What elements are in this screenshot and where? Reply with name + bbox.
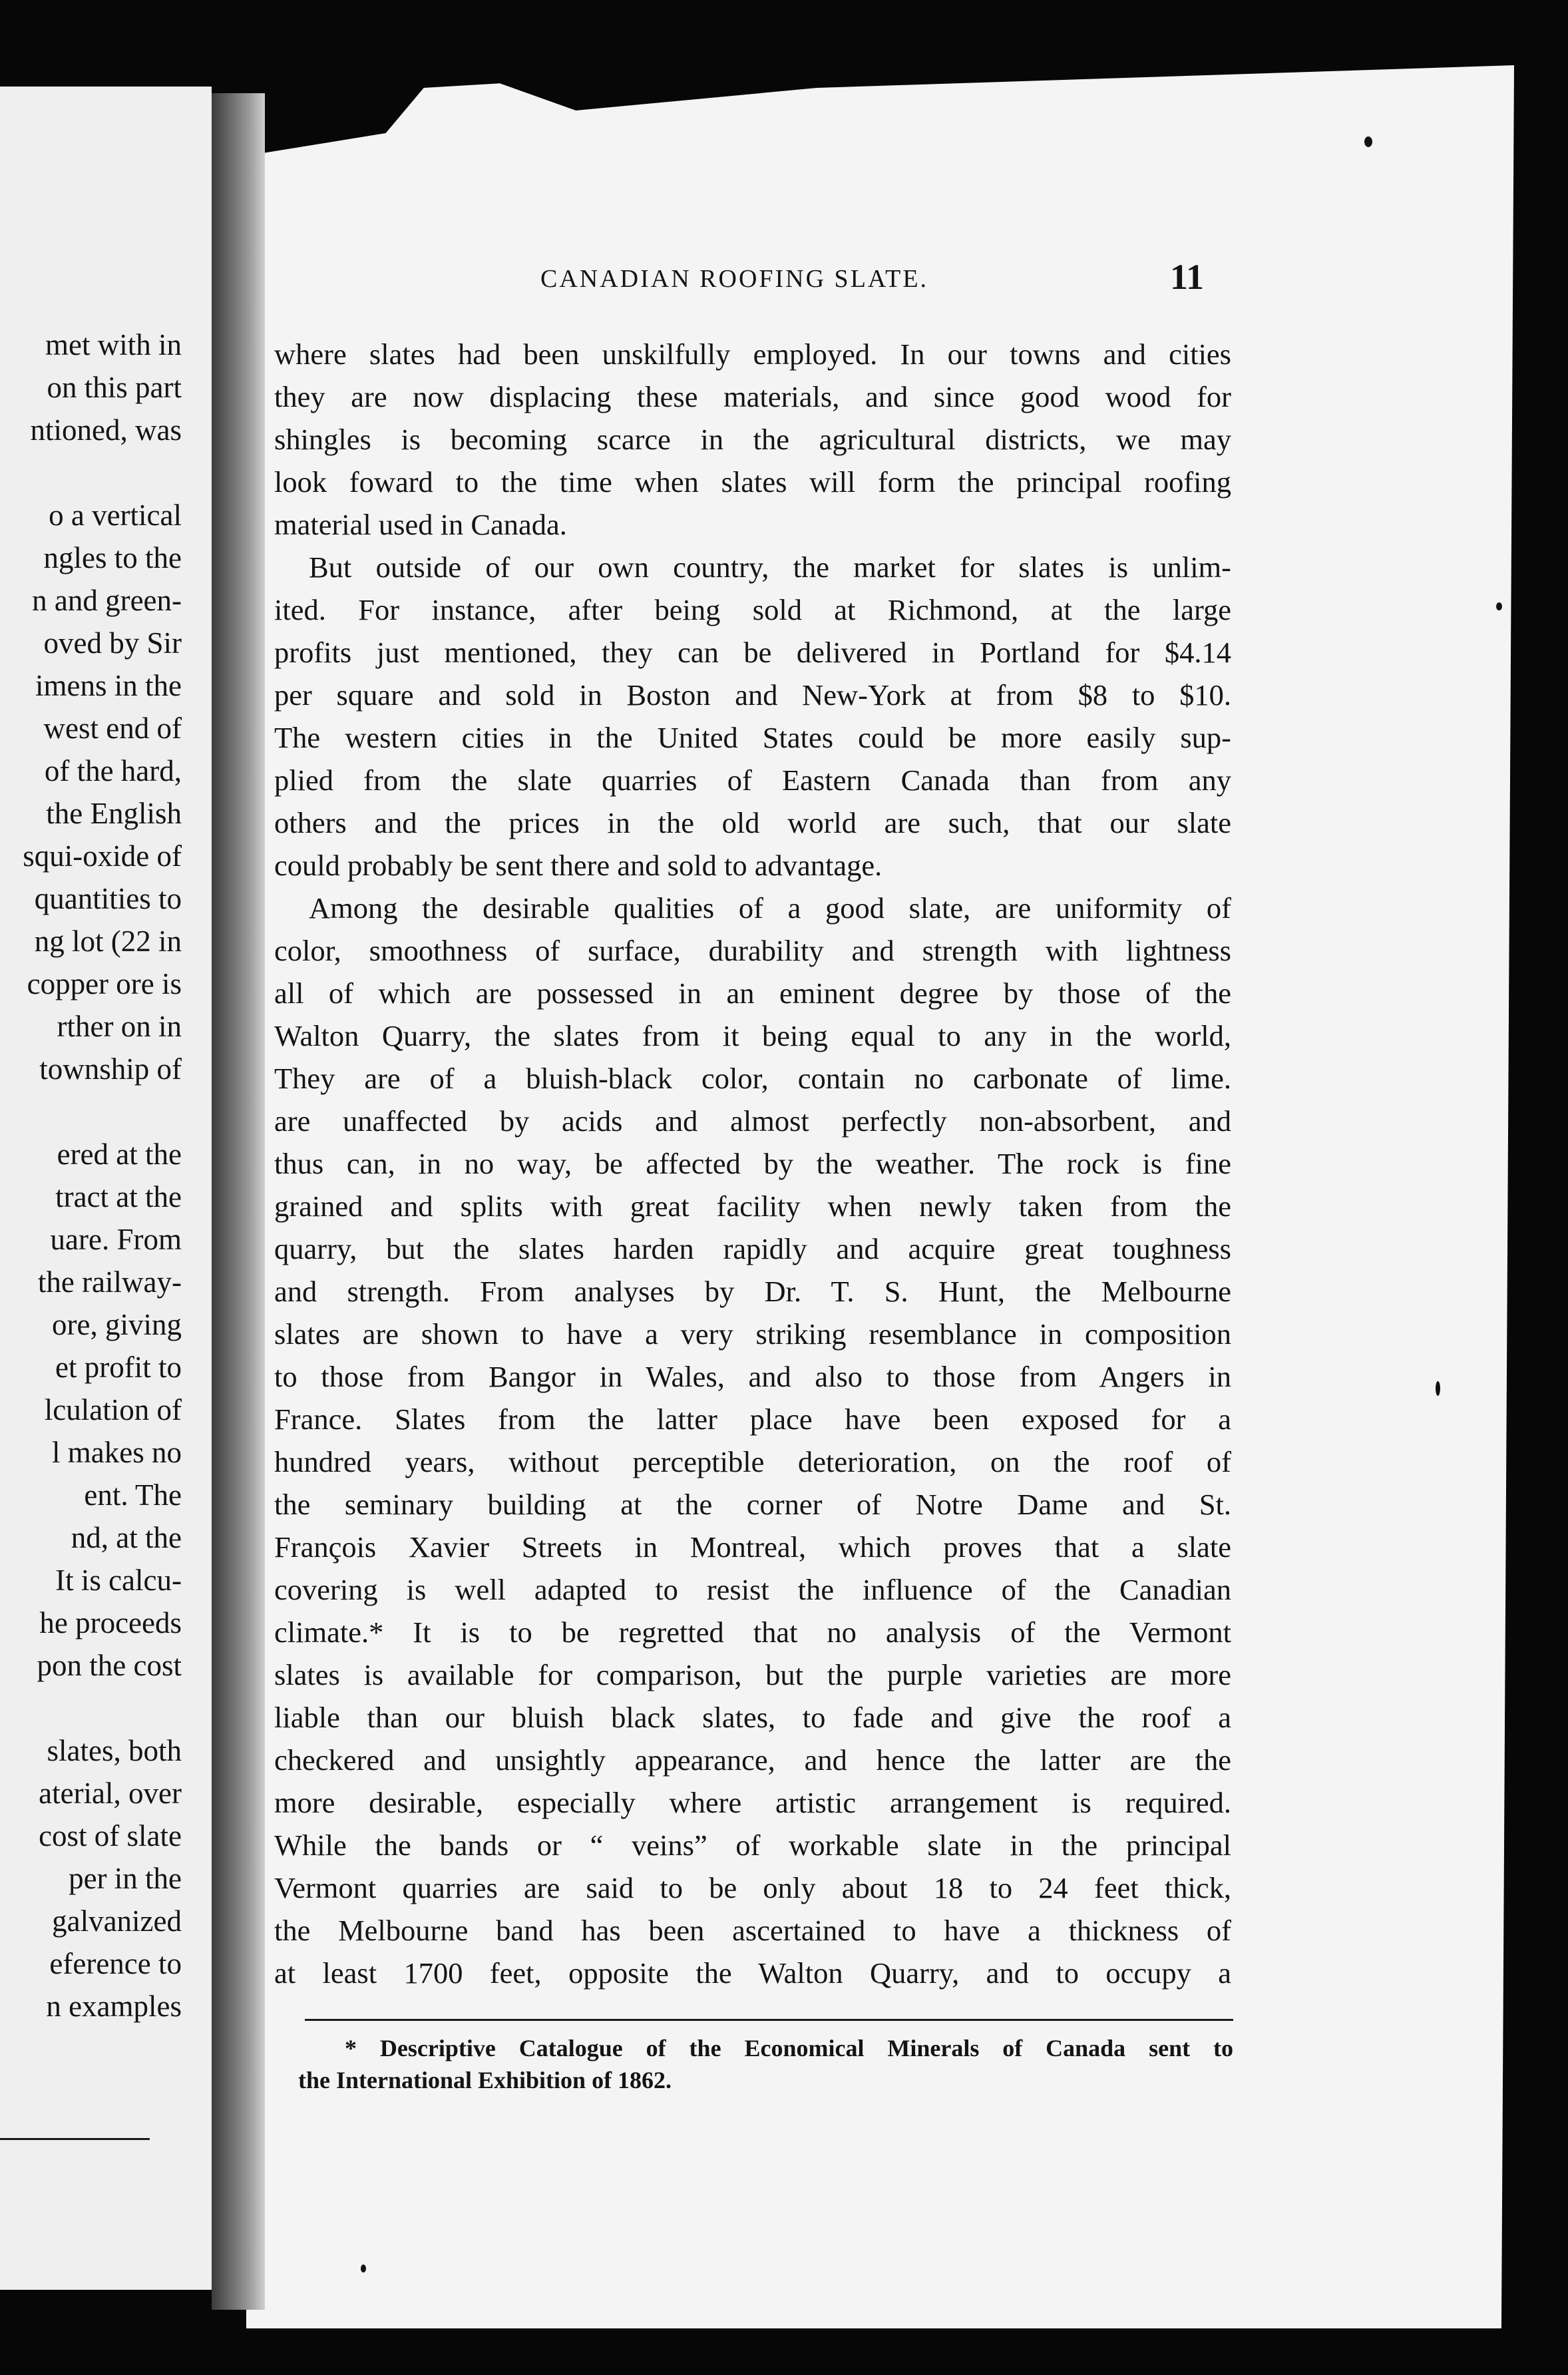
body-line: color, smoothness of surface, durability and strength with lightness (274, 934, 1231, 967)
body-line: The western cities in the United States could be more easily sup- (274, 721, 1231, 754)
footnote-line: the International Exhibition of 1862. (298, 2067, 672, 2093)
body-line: shingles is becoming scarce in the agricultural districts, we may (274, 423, 1231, 456)
body-line: France. Slates from the latter place have been exposed for a (274, 1403, 1231, 1436)
previous-page-line: It is calcu- (55, 1564, 182, 1597)
body-line: While the bands or “ veins” of workable slate in the principal (274, 1829, 1231, 1862)
previous-page-line: nd, at the (71, 1521, 182, 1554)
previous-page-line: ng lot (22 in (34, 925, 182, 958)
previous-page-line: l makes no (52, 1436, 182, 1469)
previous-page-line: pon the cost (37, 1649, 182, 1682)
previous-page-line: of the hard, (44, 754, 182, 787)
body-line: Among the desirable qualities of a good slate, are uniformity of (309, 891, 1231, 925)
body-line: slates are shown to have a very striking resemblance in composition (274, 1317, 1231, 1351)
previous-page-line: copper ore is (27, 967, 182, 1000)
footnote (298, 2032, 1233, 2096)
previous-page-line: ngles to the (43, 541, 182, 574)
body-line: and strength. From analyses by Dr. T. S. Hunt, the Melbourne (274, 1275, 1231, 1308)
body-line: grained and splits with great facility when newly taken from the (274, 1189, 1231, 1223)
body-line: liable than our bluish black slates, to fade and give the roof a (274, 1701, 1231, 1734)
previous-page-line: n and green- (32, 584, 182, 617)
previous-page-line: per in the (69, 1862, 182, 1895)
body-line: checkered and unsightly appearance, and hence the latter are the (274, 1743, 1231, 1777)
body-line: all of which are possessed in an eminent degree by those of the (274, 976, 1231, 1010)
previous-page-line: oved by Sir (43, 626, 182, 660)
previous-page-footnote-rule (0, 2138, 150, 2140)
previous-page-line: o a vertical (49, 499, 182, 532)
body-line: others and the prices in the old world are such, that our slate (274, 806, 1231, 839)
previous-page-line: met with in (45, 328, 182, 361)
previous-page-line: eference to (49, 1947, 182, 1980)
previous-page-line: ent. The (84, 1478, 182, 1512)
previous-page-line: west end of (43, 712, 182, 745)
body-line: They are of a bluish-black color, contain no carbonate of lime. (274, 1062, 1231, 1095)
previous-page-line: township of (39, 1052, 182, 1086)
body-text (274, 333, 1231, 1994)
body-line: hundred years, without perceptible deterioration, on the roof of (274, 1445, 1231, 1478)
previous-page-line: quantities to (34, 882, 182, 915)
body-line: Vermont quarries are said to be only about 18 to 24 feet thick, (274, 1871, 1231, 1904)
dust-speck (1364, 136, 1372, 147)
body-line: slates is available for comparison, but the purple varieties are more (274, 1658, 1231, 1691)
body-line: the seminary building at the corner of Notre Dame and St. (274, 1488, 1231, 1521)
body-line: But outside of our own country, the market for slates is unlim- (309, 550, 1231, 584)
book-gutter-shadow (212, 93, 265, 2310)
body-line: could probably be sent there and sold to advantage. (274, 849, 882, 882)
body-line: ited. For instance, after being sold at Richmond, at the large (274, 593, 1231, 626)
running-head: CANADIAN ROOFING SLATE. (540, 265, 929, 293)
previous-page-line: galvanized (52, 1904, 182, 1938)
previous-page-line: aterial, over (39, 1777, 182, 1810)
body-line: François Xavier Streets in Montreal, which proves that a slate (274, 1530, 1231, 1564)
body-line: to those from Bangor in Wales, and also to those from Angers in (274, 1360, 1231, 1393)
previous-page-line: he proceeds (39, 1606, 182, 1639)
body-line: covering is well adapted to resist the influence of the Canadian (274, 1573, 1231, 1606)
footnote-line: * Descriptive Catalogue of the Economical Minerals of Canada sent to (345, 2035, 1233, 2061)
body-line: profits just mentioned, they can be delivered in Portland for $4.14 (274, 636, 1231, 669)
previous-page-line: n examples (46, 1990, 182, 2023)
previous-page-line: ered at the (57, 1138, 182, 1171)
previous-page-line: on this part (47, 371, 182, 404)
body-line: where slates had been unskilfully employed. In our towns and cities (274, 337, 1231, 371)
previous-page-line: the English (46, 797, 182, 830)
body-line: quarry, but the slates harden rapidly and acquire great toughness (274, 1232, 1231, 1265)
body-line: per square and sold in Boston and New-York at from $8 to $10. (274, 678, 1231, 712)
previous-page-line: squi-oxide of (23, 839, 182, 873)
body-line: thus can, in no way, be affected by the weather. The rock is fine (274, 1147, 1231, 1180)
previous-page-line: ntioned, was (30, 413, 182, 447)
dust-speck (1436, 1381, 1440, 1396)
dust-speck (1496, 602, 1502, 610)
previous-page-line: imens in the (35, 669, 182, 702)
footnote-rule (305, 2019, 1233, 2021)
previous-page-line: rther on in (57, 1010, 182, 1043)
body-line: material used in Canada. (274, 508, 567, 541)
body-line: are unaffected by acids and almost perfectly non-absorbent, and (274, 1104, 1231, 1138)
previous-page-fragment (0, 87, 212, 2290)
body-line: climate.* It is to be regretted that no analysis of the Vermont (274, 1616, 1231, 1649)
body-line: more desirable, especially where artistic arrangement is required. (274, 1786, 1231, 1819)
page-number: 11 (1170, 257, 1205, 297)
body-line: plied from the slate quarries of Eastern Canada than from any (274, 763, 1231, 797)
previous-page-line: et profit to (55, 1351, 182, 1384)
previous-page-line: uare. From (50, 1223, 182, 1256)
body-line: look foward to the time when slates will form the principal roofing (274, 465, 1231, 499)
body-line: they are now displacing these materials, and since good wood for (274, 380, 1231, 413)
dust-speck (361, 2265, 366, 2272)
previous-page-line: lculation of (44, 1393, 182, 1426)
previous-page-line: tract at the (55, 1180, 182, 1213)
body-line: at least 1700 feet, opposite the Walton Quarry, and to occupy a (274, 1956, 1231, 1990)
body-line: the Melbourne band has been ascertained to have a thickness of (274, 1914, 1231, 1947)
previous-page-line: cost of slate (39, 1819, 182, 1852)
previous-page-line: ore, giving (52, 1308, 182, 1341)
previous-page-line: the railway- (37, 1265, 182, 1299)
previous-page-line: slates, both (47, 1734, 182, 1767)
body-line: Walton Quarry, the slates from it being equal to any in the world, (274, 1019, 1231, 1052)
